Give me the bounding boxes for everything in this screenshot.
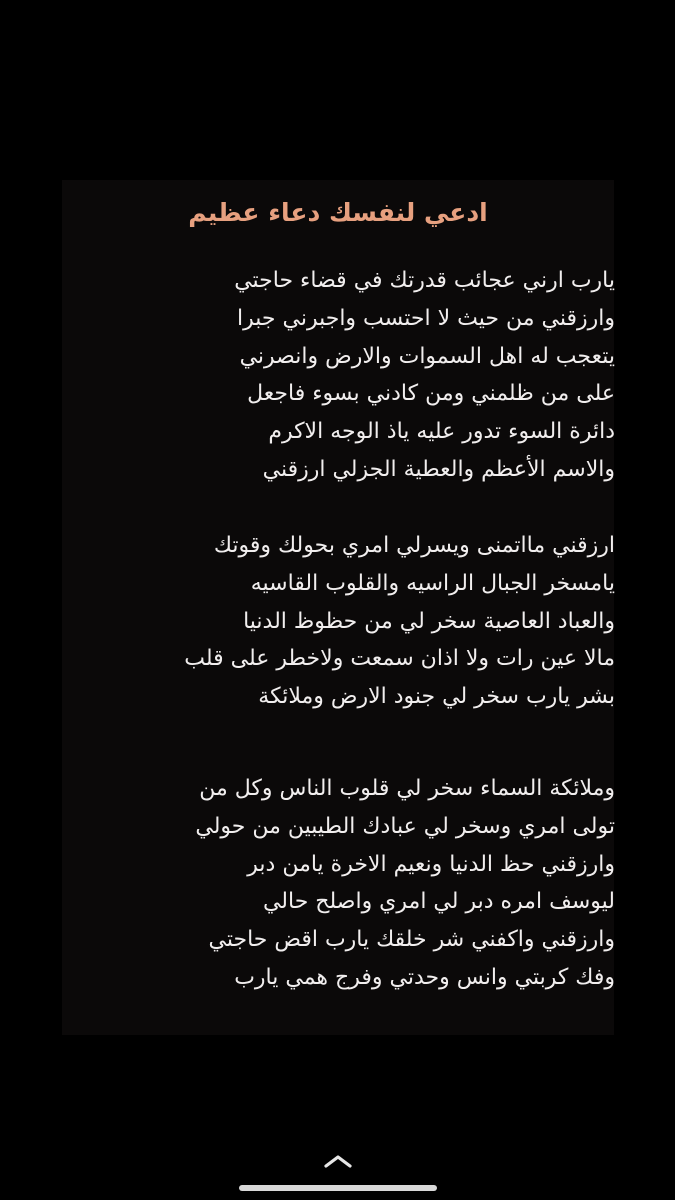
text-line: وارزقني حظ الدنيا ونعيم الاخرة يامن دبر (247, 851, 615, 877)
text-line: على من ظلمني ومن كادني بسوء فاجعل (247, 381, 615, 407)
text-line: تولى امري وسخر لي عبادك الطيبين من حولي (195, 813, 615, 839)
text-line: يارب ارني عجائب قدرتك في قضاء حاجتي (234, 268, 615, 293)
text-line: بشر يارب سخر لي جنود الارض وملائكة (258, 684, 615, 710)
text-line: والعباد العاصية سخر لي من حظوظ الدنيا (243, 608, 615, 634)
text-line: ليوسف امره دبر لي امري واصلح حالي (262, 889, 615, 915)
text-line: يامسخر الجبال الراسيه والقلوب القاسيه (250, 570, 615, 596)
text-line: وارزقني واكفني شر خلقك يارب اقض حاجتي (208, 927, 615, 953)
paragraph-2 (45, 527, 615, 716)
paragraph-3 (45, 770, 615, 997)
text-line: وفك كربتي وانس وحدتي وفرج همي يارب (234, 964, 615, 990)
text-line: وارزقني من حيث لا احتسب واجبرني جبرا (237, 305, 615, 331)
home-indicator[interactable] (239, 1185, 437, 1191)
text-line: دائرة السوء تدور عليه ياذ الوجه الاكرم (268, 419, 615, 445)
text-line: وملائكة السماء سخر لي قلوب الناس وكل من (199, 776, 615, 801)
chevron-up-icon[interactable] (322, 1152, 354, 1170)
text-line: يتعجب له اهل السموات والارض وانصرني (239, 343, 615, 369)
paragraph-1 (45, 262, 615, 489)
text-line: ارزقني مااتمنى ويسرلي امري بحولك وقوتك (213, 533, 615, 558)
text-line: والاسم الأعظم والعطية الجزلي ارزقني (262, 456, 615, 482)
story-title: ادعي لنفسك دعاء عظيم (188, 198, 488, 227)
text-line: مالا عين رات ولا اذان سمعت ولاخطر على قلب (184, 646, 615, 672)
